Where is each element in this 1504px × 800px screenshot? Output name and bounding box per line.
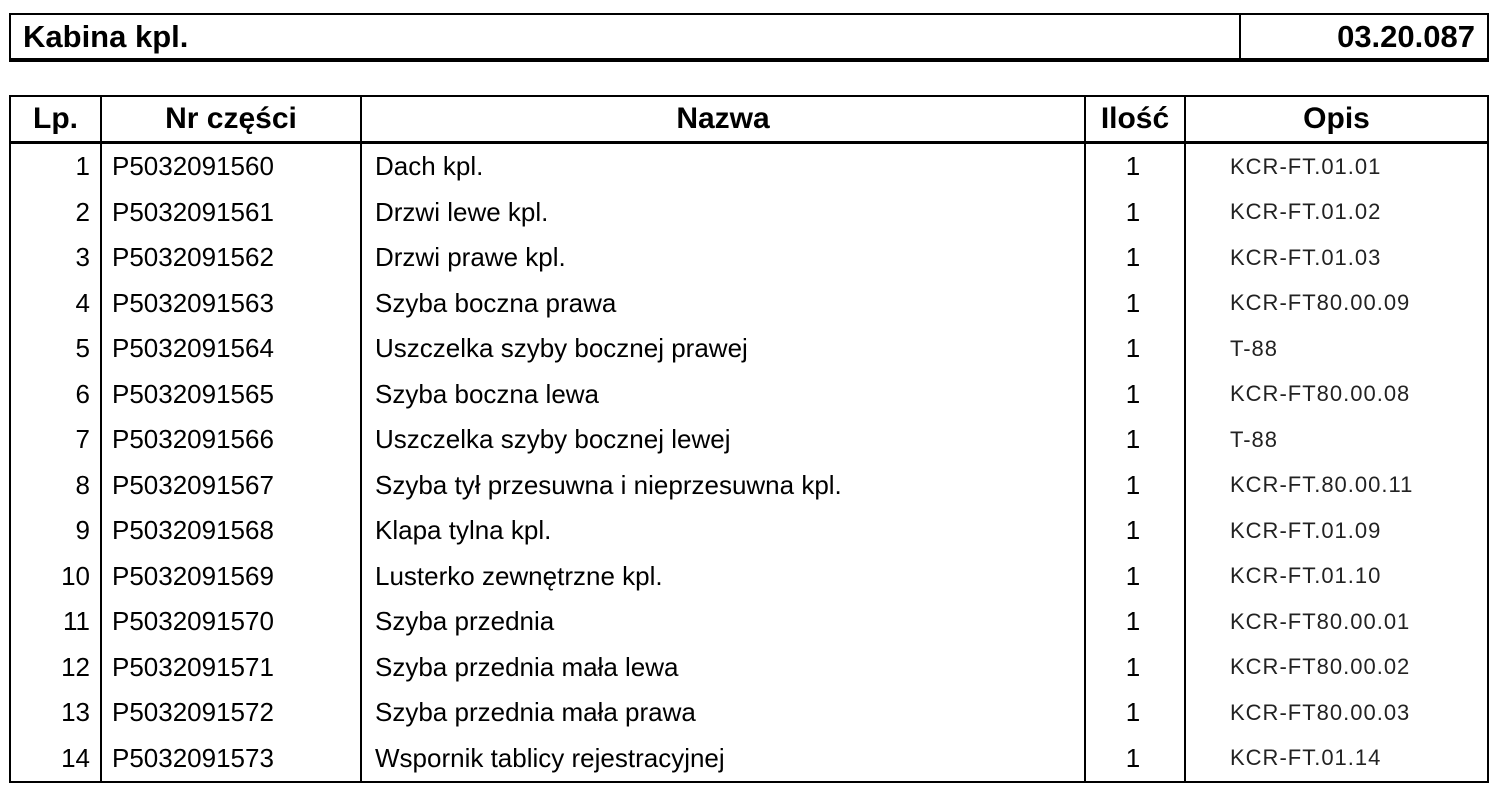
cell-lp: 10 [10, 554, 101, 600]
cell-quantity: 1 [1085, 554, 1185, 600]
cell-part-number: P5032091561 [101, 190, 361, 236]
cell-part-number: P5032091560 [101, 143, 361, 190]
cell-quantity: 1 [1085, 281, 1185, 327]
cell-quantity: 1 [1085, 372, 1185, 418]
cell-lp: 2 [10, 190, 101, 236]
cell-description: T-88 [1185, 326, 1488, 372]
cell-part-number: P5032091566 [101, 417, 361, 463]
column-header-lp: Lp. [10, 96, 101, 143]
cell-description: KCR-FT.01.02 [1185, 190, 1488, 236]
cell-lp: 14 [10, 736, 101, 783]
cell-part-name: Szyba boczna lewa [361, 372, 1085, 418]
cell-part-name: Szyba boczna prawa [361, 281, 1085, 327]
cell-lp: 7 [10, 417, 101, 463]
cell-lp: 1 [10, 143, 101, 190]
cell-part-number: P5032091564 [101, 326, 361, 372]
cell-lp: 11 [10, 599, 101, 645]
assembly-code: 03.20.087 [1239, 15, 1487, 58]
assembly-title: Kabina kpl. [23, 19, 189, 54]
cell-part-number: P5032091571 [101, 645, 361, 691]
parts-table [9, 95, 1489, 783]
document-header [9, 13, 1489, 60]
table-row [10, 736, 1488, 783]
cell-description: KCR-FT80.00.01 [1185, 599, 1488, 645]
cell-lp: 12 [10, 645, 101, 691]
table-row [10, 372, 1488, 418]
cell-quantity: 1 [1085, 508, 1185, 554]
cell-description: KCR-FT.01.01 [1185, 143, 1488, 190]
cell-description: KCR-FT80.00.03 [1185, 690, 1488, 736]
cell-part-number: P5032091573 [101, 736, 361, 783]
table-row [10, 599, 1488, 645]
cell-description: KCR-FT.01.09 [1185, 508, 1488, 554]
cell-part-name: Wspornik tablicy rejestracyjnej [361, 736, 1085, 783]
cell-part-name: Szyba przednia mała lewa [361, 645, 1085, 691]
cell-part-name: Uszczelka szyby bocznej prawej [361, 326, 1085, 372]
cell-quantity: 1 [1085, 463, 1185, 509]
cell-part-name: Drzwi lewe kpl. [361, 190, 1085, 236]
cell-quantity: 1 [1085, 690, 1185, 736]
cell-description: KCR-FT80.00.08 [1185, 372, 1488, 418]
table-row [10, 326, 1488, 372]
cell-part-number: P5032091569 [101, 554, 361, 600]
cell-part-number: P5032091563 [101, 281, 361, 327]
parts-table-header [10, 96, 1488, 143]
cell-lp: 8 [10, 463, 101, 509]
cell-description: T-88 [1185, 417, 1488, 463]
cell-lp: 6 [10, 372, 101, 418]
cell-quantity: 1 [1085, 736, 1185, 783]
table-row [10, 463, 1488, 509]
column-header-qty: Ilość [1085, 96, 1185, 143]
cell-part-name: Dach kpl. [361, 143, 1085, 190]
column-header-name: Nazwa [361, 96, 1085, 143]
cell-lp: 13 [10, 690, 101, 736]
cell-description: KCR-FT.01.14 [1185, 736, 1488, 783]
cell-part-number: P5032091567 [101, 463, 361, 509]
table-row [10, 190, 1488, 236]
column-header-part-no: Nr części [101, 96, 361, 143]
cell-lp: 5 [10, 326, 101, 372]
table-row [10, 417, 1488, 463]
cell-description: KCR-FT.01.10 [1185, 554, 1488, 600]
cell-quantity: 1 [1085, 326, 1185, 372]
cell-quantity: 1 [1085, 599, 1185, 645]
cell-quantity: 1 [1085, 143, 1185, 190]
table-row [10, 281, 1488, 327]
cell-part-number: P5032091568 [101, 508, 361, 554]
cell-description: KCR-FT80.00.09 [1185, 281, 1488, 327]
header-underline [9, 60, 1489, 62]
cell-part-number: P5032091562 [101, 235, 361, 281]
cell-part-name: Szyba przednia [361, 599, 1085, 645]
column-header-desc: Opis [1185, 96, 1488, 143]
table-row [10, 508, 1488, 554]
table-row [10, 235, 1488, 281]
cell-part-name: Uszczelka szyby bocznej lewej [361, 417, 1085, 463]
cell-lp: 3 [10, 235, 101, 281]
cell-quantity: 1 [1085, 190, 1185, 236]
cell-description: KCR-FT80.00.02 [1185, 645, 1488, 691]
cell-description: KCR-FT.80.00.11 [1185, 463, 1488, 509]
table-row [10, 645, 1488, 691]
cell-quantity: 1 [1085, 417, 1185, 463]
cell-part-name: Klapa tylna kpl. [361, 508, 1085, 554]
cell-part-name: Szyba przednia mała prawa [361, 690, 1085, 736]
cell-quantity: 1 [1085, 645, 1185, 691]
cell-lp: 4 [10, 281, 101, 327]
parts-table-body [10, 143, 1488, 783]
cell-lp: 9 [10, 508, 101, 554]
cell-part-number: P5032091570 [101, 599, 361, 645]
cell-part-number: P5032091572 [101, 690, 361, 736]
cell-part-number: P5032091565 [101, 372, 361, 418]
cell-part-name: Drzwi prawe kpl. [361, 235, 1085, 281]
cell-description: KCR-FT.01.03 [1185, 235, 1488, 281]
cell-quantity: 1 [1085, 235, 1185, 281]
table-row [10, 690, 1488, 736]
cell-part-name: Lusterko zewnętrzne kpl. [361, 554, 1085, 600]
table-row [10, 143, 1488, 190]
table-row [10, 554, 1488, 600]
header-row [10, 96, 1488, 143]
cell-part-name: Szyba tył przesuwna i nieprzesuwna kpl. [361, 463, 1085, 509]
